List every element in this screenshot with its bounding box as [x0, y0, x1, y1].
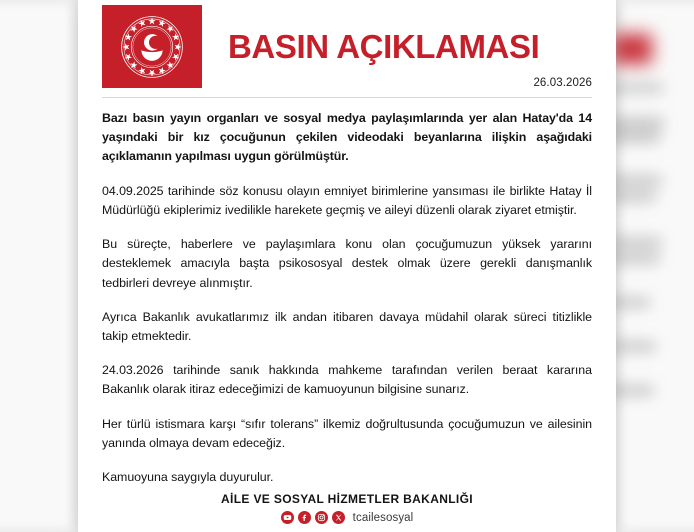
document-body [102, 98, 592, 487]
backdrop-document-left [0, 0, 76, 532]
document-header [102, 0, 592, 88]
social-handle[interactable]: tcailesosyal [352, 511, 414, 524]
release-date: 26.03.2026 [533, 77, 592, 89]
ministry-name: AİLE VE SOSYAL HİZMETLER BAKANLIĞI [221, 492, 473, 506]
paragraph-3: Ayrıca Bakanlık avukatlarımız ilk andan itibaren davaya müdahil olarak süreci titizlikle takip etmektedir. [102, 309, 592, 343]
press-release-document [78, 0, 616, 532]
paragraph-1: 04.09.2025 tarihinde söz konusu olayın emniyet birimlerine yansıması ile birlikte Hatay İl Müdürlüğü ekiplerimiz ivedilikle harekete geçmiş ve aileyi düzenli olarak ziyaret etmiştir. [102, 183, 592, 217]
social-links-row [78, 511, 616, 524]
paragraph-closing: Kamuoyuna saygıyla duyurulur. [102, 470, 274, 485]
paragraph-2: Bu süreçte, haberlere ve paylaşımlara konu olan çocuğumuzun yüksek yararını desteklemek amacıyla başta psikososyal destek olmak üzere gerekli danışmanlık tedbirleri devreye alınmıştır. [102, 237, 592, 290]
paragraph-lead: Bazı basın yayın organları ve sosyal medya paylaşımlarında yer alan Hatay'da 14 yaşındaki bir kız çocuğunun çekilen videodaki beyanlarına ilişkin aşağıdaki açıklamanın yapılması uygun görülmüştür. [102, 111, 592, 164]
instagram-icon[interactable] [315, 511, 328, 524]
paragraph-4: 24.03.2026 tarihinde sanık hakkında mahkeme tarafından verilen beraat kararına Bakanlık olarak itiraz edeceğimizi de kamuoyunun bilgisine sunarız. [102, 363, 592, 397]
header-title-area [202, 5, 592, 88]
youtube-icon[interactable] [281, 511, 294, 524]
ministry-emblem-icon [102, 5, 202, 88]
page-title: BASIN AÇIKLAMASI [228, 28, 540, 65]
facebook-icon[interactable] [298, 511, 311, 524]
backdrop-document-right [616, 0, 694, 532]
document-footer [78, 492, 616, 524]
paragraph-5: Her türlü istismara karşı “sıfır tolerans” ilkemiz doğrultusunda çocuğumuzun ve ailesinin yanında olmaya devam edeceğiz. [102, 416, 592, 450]
twitter-x-icon[interactable] [332, 511, 345, 524]
